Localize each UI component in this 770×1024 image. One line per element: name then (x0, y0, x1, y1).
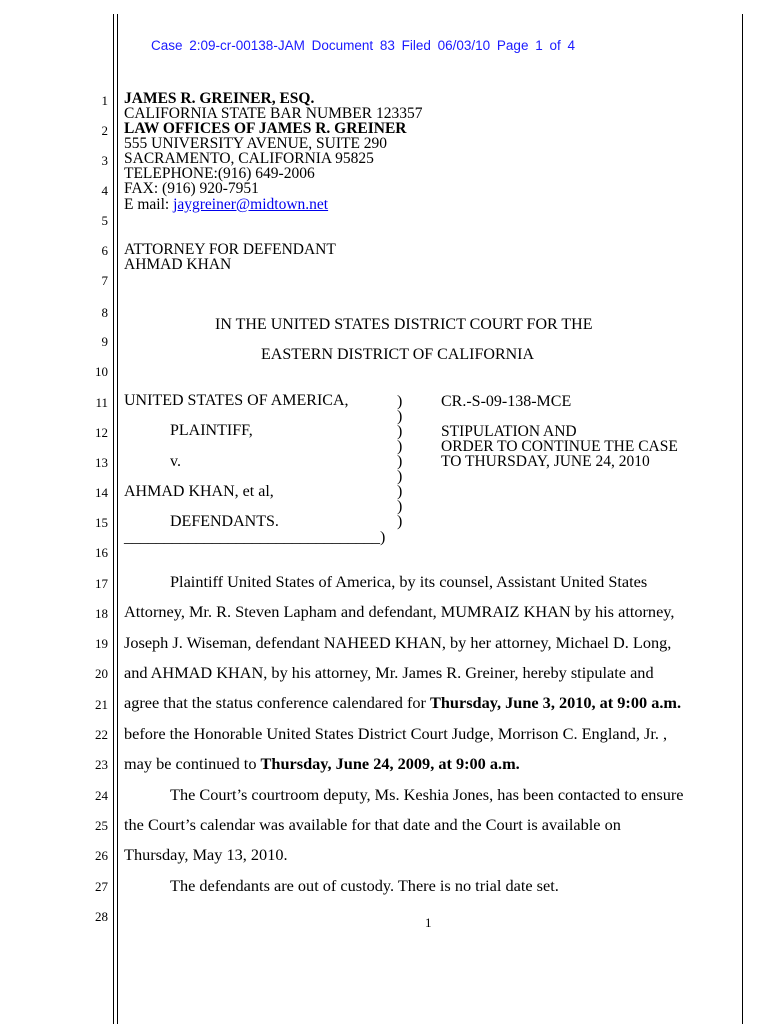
body-line-25: the Court’s calendar was available for that date and the Court is available on (124, 815, 621, 834)
line-number: 7 (101, 273, 108, 288)
line-number: 27 (95, 879, 108, 894)
line-number: 10 (95, 364, 108, 379)
body-line-23-text: may be continued to (124, 754, 261, 773)
case-header: Case 2:09-cr-00138-JAM Document 83 Filed 06/03/10 Page 1 of 4 (151, 38, 575, 53)
line-number: 3 (101, 153, 108, 168)
line-number: 19 (95, 636, 108, 651)
line-number: 18 (95, 606, 108, 621)
line-number: 24 (95, 788, 108, 803)
document-title-line-2: ORDER TO CONTINUE THE CASE (441, 438, 678, 455)
line-number: 8 (101, 305, 108, 320)
body-line-22: before the Honorable United States District Court Judge, Morrison C. England, Jr. , (124, 724, 668, 743)
address-line-2: SACRAMENTO, CALIFORNIA 95825 (124, 150, 374, 167)
body-line-21-text: agree that the status conference calendared for (124, 693, 431, 712)
body-line-26: Thursday, May 13, 2010. (124, 845, 288, 864)
defendant-party: AHMAD KHAN, et al, (124, 483, 274, 500)
body-line-23 (124, 756, 520, 772)
line-number: 25 (95, 818, 108, 833)
caption-paren: ) (397, 513, 403, 530)
line-number: 20 (95, 666, 108, 681)
caption-paren: ) (397, 498, 403, 515)
page-number: 1 (425, 915, 432, 930)
line-number: 16 (95, 545, 108, 560)
right-margin-rule (742, 14, 743, 1024)
attorney-role-line-2: AHMAD KHAN (124, 256, 232, 273)
email-label: E mail: (124, 196, 174, 213)
plaintiff-role: PLAINTIFF, (170, 422, 253, 439)
attorney-role-line-1: ATTORNEY FOR DEFENDANT (124, 241, 336, 258)
law-office-name: LAW OFFICES OF JAMES R. GREINER (124, 120, 407, 137)
line-number: 11 (95, 395, 108, 410)
case-number: CR.-S-09-138-MCE (441, 393, 572, 410)
versus: v. (170, 453, 181, 470)
fax: FAX: (916) 920-7951 (124, 180, 259, 197)
line-number: 13 (95, 455, 108, 470)
line-number: 5 (101, 213, 108, 228)
line-number: 6 (101, 243, 108, 258)
defendant-role: DEFENDANTS. (170, 513, 279, 530)
line-number: 12 (95, 425, 108, 440)
line-number: 9 (101, 334, 108, 349)
body-line-21 (124, 695, 681, 711)
caption-paren: ) (397, 453, 403, 470)
document-title-line-3: TO THURSDAY, JUNE 24, 2010 (441, 453, 650, 470)
attorney-name: JAMES R. GREINER, ESQ. (124, 90, 315, 107)
line-number: 28 (95, 909, 108, 924)
line-number: 2 (101, 123, 108, 138)
court-title-line-1: IN THE UNITED STATES DISTRICT COURT FOR THE (215, 316, 593, 333)
court-title-line-2: EASTERN DISTRICT OF CALIFORNIA (261, 346, 535, 363)
line-number: 17 (95, 576, 108, 591)
address-line-1: 555 UNIVERSITY AVENUE, SUITE 290 (124, 135, 388, 152)
caption-paren: ) (397, 483, 403, 500)
body-line-20: and AHMAD KHAN, by his attorney, Mr. James R. Greiner, hereby stipulate and (124, 663, 654, 682)
body-line-27: The defendants are out of custody. There is no trial date set. (170, 876, 559, 895)
body-line-18: Attorney, Mr. R. Steven Lapham and defendant, MUMRAIZ KHAN by his attorney, (124, 602, 675, 621)
body-line-24: The Court’s courtroom deputy, Ms. Keshia Jones, has been contacted to ensure (170, 785, 684, 804)
continued-hearing-date: Thursday, June 24, 2009, at 9:00 a.m. (260, 754, 520, 773)
caption-paren: ) (397, 393, 403, 410)
left-margin-rule-outer (113, 14, 114, 1024)
line-number: 26 (95, 848, 108, 863)
caption-paren: ) (397, 438, 403, 455)
email-link[interactable]: jaygreiner@midtown.net (173, 196, 329, 213)
document-title-line-1: STIPULATION AND (441, 423, 577, 440)
caption-paren: ) (397, 468, 403, 485)
email-line (124, 197, 328, 212)
line-number: 22 (95, 727, 108, 742)
caption-underline: ________________________________) (124, 529, 386, 546)
attorney-bar-number: CALIFORNIA STATE BAR NUMBER 123357 (124, 105, 423, 122)
line-number: 15 (95, 515, 108, 530)
line-number: 4 (101, 183, 108, 198)
original-hearing-date: Thursday, June 3, 2010, at 9:00 a.m. (430, 693, 682, 712)
line-number: 21 (95, 697, 108, 712)
telephone: TELEPHONE:(916) 649-2006 (124, 165, 315, 182)
line-number: 1 (101, 93, 108, 108)
caption-paren: ) (397, 408, 403, 425)
left-margin-rule-inner (117, 14, 118, 1024)
line-number: 23 (95, 757, 108, 772)
body-line-17: Plaintiff United States of America, by its counsel, Assistant United States (170, 572, 648, 591)
body-line-19: Joseph J. Wiseman, defendant NAHEED KHAN, by her attorney, Michael D. Long, (124, 633, 672, 652)
plaintiff-party: UNITED STATES OF AMERICA, (124, 392, 349, 409)
line-number: 14 (95, 485, 108, 500)
caption-paren: ) (397, 423, 403, 440)
